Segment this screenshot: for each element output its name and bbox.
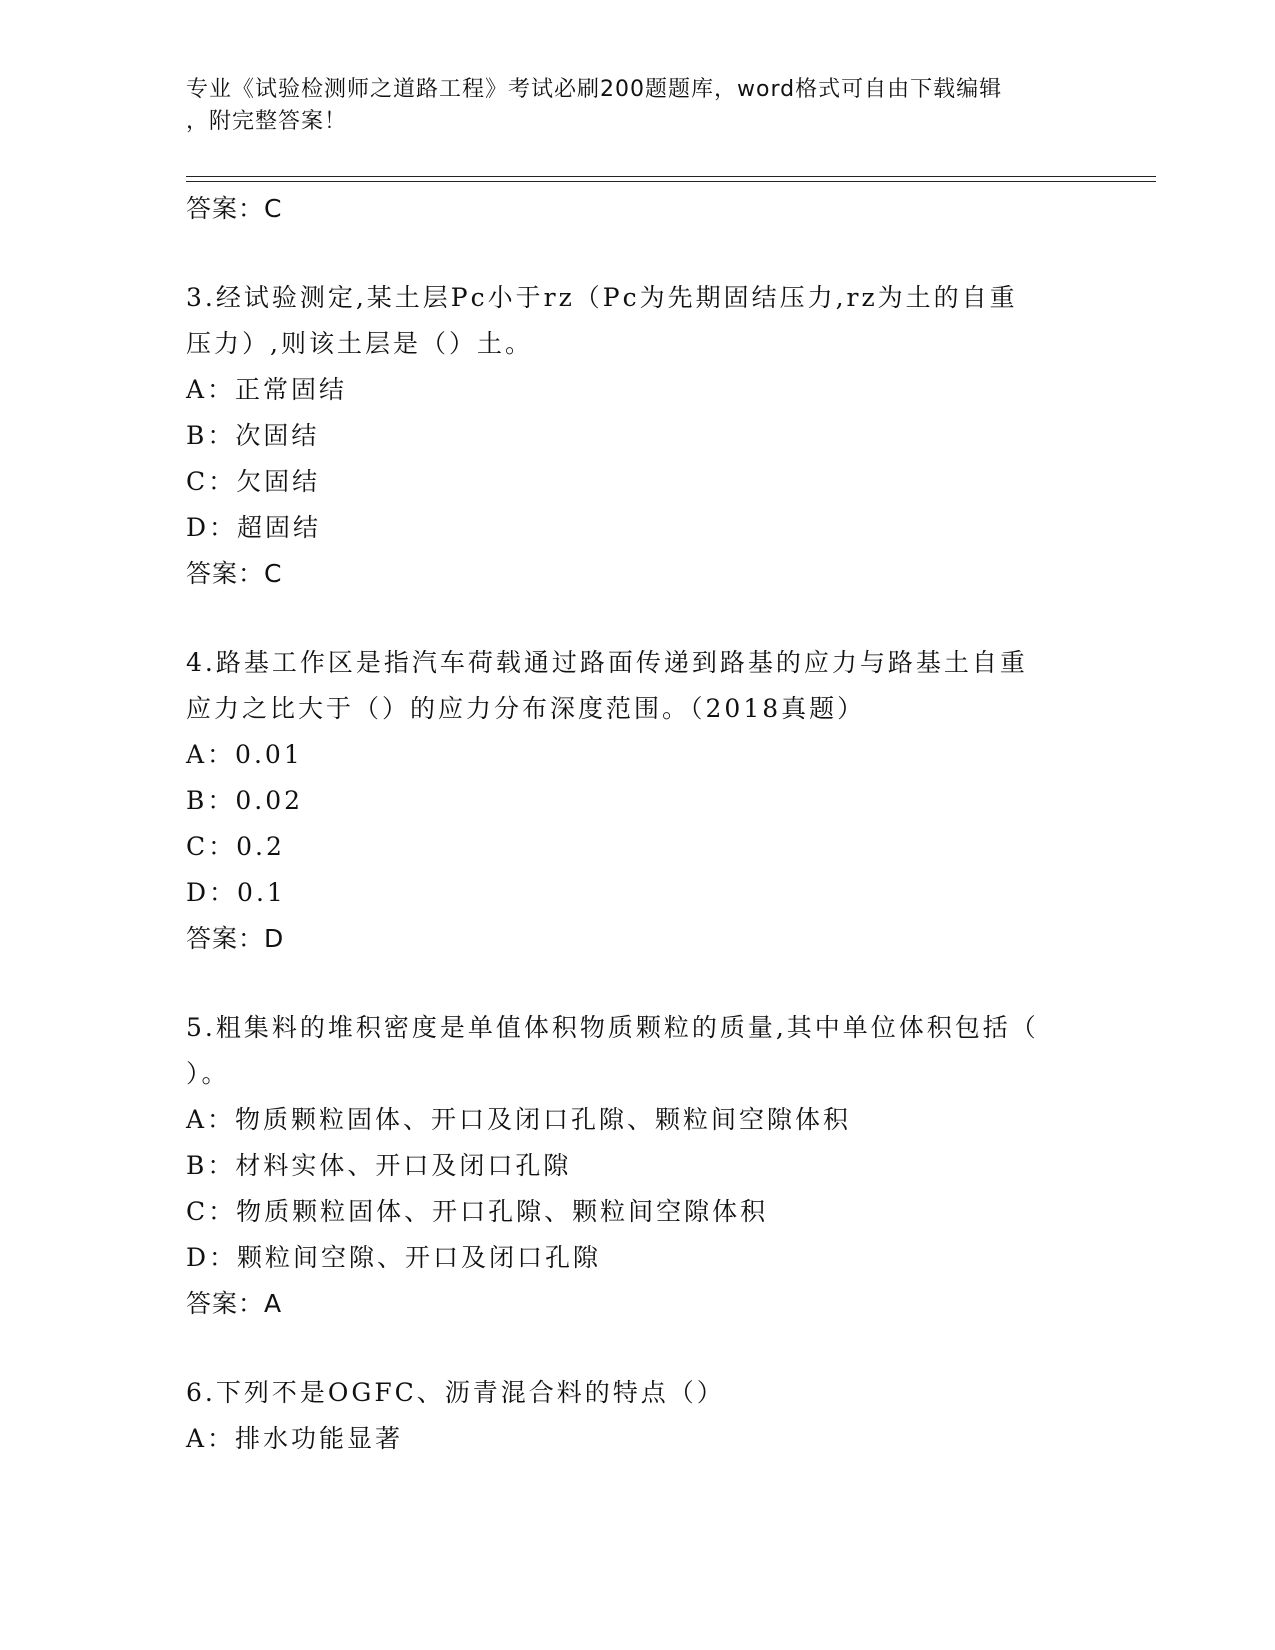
option-d: D：0.1	[186, 878, 286, 907]
question-6	[186, 1370, 1086, 1462]
question-stem: 6.下列不是OGFC、沥青混合料的特点（）	[186, 1378, 725, 1407]
option-a: A：正常固结	[186, 375, 348, 404]
header-line-2: ，附完整答案！	[186, 109, 348, 134]
question-3	[186, 275, 1086, 597]
answer-line: 答案：A	[186, 1289, 283, 1318]
answer-line: 答案：C	[186, 194, 283, 223]
answer-line: 答案：C	[186, 559, 283, 588]
option-b: B：0.02	[186, 786, 304, 815]
question-stem: 5.粗集料的堆积密度是单值体积物质颗粒的质量,其中单位体积包括（	[186, 1013, 1039, 1042]
question-4	[186, 640, 1086, 962]
option-c: C：物质颗粒固体、开口孔隙、颗粒间空隙体积	[186, 1197, 769, 1226]
answer-line: 答案：D	[186, 924, 285, 953]
option-a: A：排水功能显著	[186, 1424, 404, 1453]
question-stem: 3.经试验测定,某土层Pc小于rz（Pc为先期固结压力,rz为土的自重	[186, 283, 1018, 312]
question-stem-continued: ）。	[186, 1059, 230, 1088]
document-header	[186, 74, 1086, 138]
question-list	[186, 186, 1086, 1462]
option-c: C：欠固结	[186, 467, 321, 496]
header-line-1: 专业《试验检测师之道路工程》考试必刷200题题库，word格式可自由下载编辑	[186, 77, 1003, 102]
question-5	[186, 1005, 1086, 1327]
option-a: A：0.01	[186, 740, 303, 769]
option-b: B：次固结	[186, 421, 320, 450]
header-divider-bottom	[186, 181, 1156, 182]
option-a: A：物质颗粒固体、开口及闭口孔隙、颗粒间空隙体积	[186, 1105, 852, 1134]
question-stem-continued: 应力之比大于（）的应力分布深度范围。（2018真题）	[186, 694, 866, 723]
option-d: D：超固结	[186, 513, 322, 542]
option-d: D：颗粒间空隙、开口及闭口孔隙	[186, 1243, 602, 1272]
question-stem: 4.路基工作区是指汽车荷载通过路面传递到路基的应力与路基土自重	[186, 648, 1028, 677]
question-stem-continued: 压力）,则该土层是（）土。	[186, 329, 533, 358]
option-b: B：材料实体、开口及闭口孔隙	[186, 1151, 572, 1180]
header-divider-top	[186, 176, 1156, 177]
option-c: C：0.2	[186, 832, 285, 861]
